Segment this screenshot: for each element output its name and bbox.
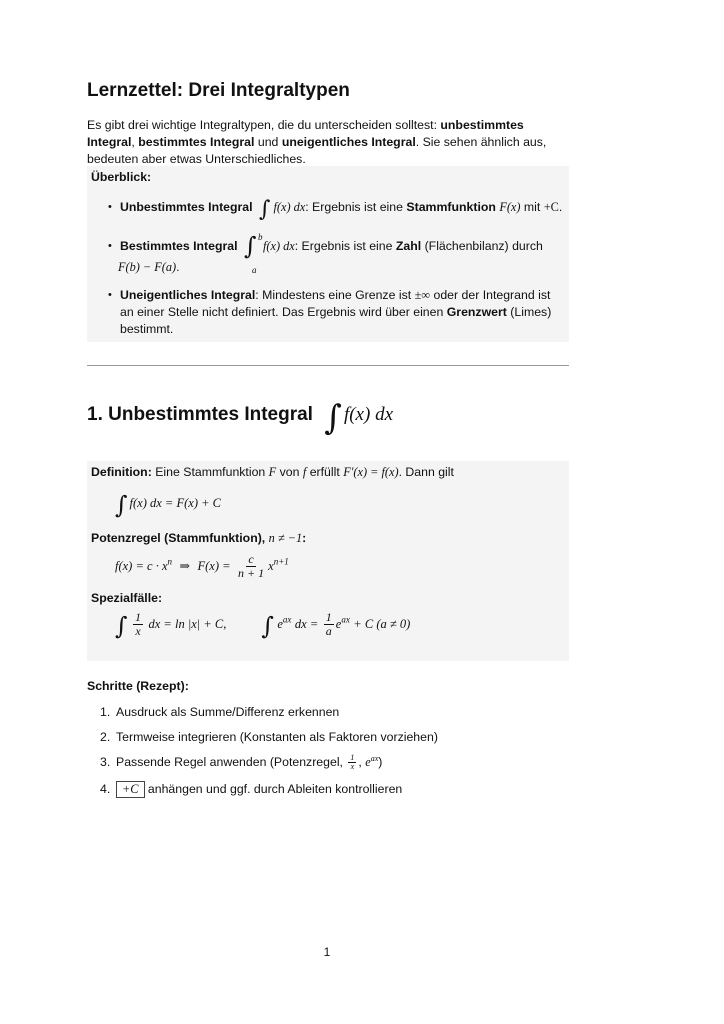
page-title: Lernzettel: Drei Integraltypen (87, 80, 350, 101)
steps-heading: Schritte (Rezept): (87, 679, 189, 693)
power-rule-heading: Potenzregel (Stammfunktion), n ≠ −1: (91, 531, 307, 545)
section-heading-indefinite: 1. Unbestimmtes Integral ∫ f(x) dx (87, 398, 394, 438)
overview-item-improper: • Uneigentliches Integral: Mindestens eine Grenze ist ±∞ oder der Integrand ist an einer Stelle nicht definiert. Das Ergebnis wird über einen Grenzwert (Limes) bestimmt. (108, 288, 552, 336)
list-item: 4. +C anhängen und ggf. durch Ableiten kontrollieren (100, 782, 403, 796)
list-item: 3. Passende Regel anwenden (Potenzregel, $\frac{1}{x}$ , $e^{ax}$) (100, 753, 383, 772)
overview-heading: Überblick: (91, 170, 152, 184)
special-cases-formulas: ∫ $\frac{1}{x}$ dx = ln |x| + C, ∫ $e^{ax}$ dx = $\frac{1}{a}$ $e^{ax} + C$ (a ≠ 0) (115, 610, 411, 640)
definition-box (87, 461, 569, 661)
overview-item-definite: • Bestimmtes Integral ∫ b a f(x) dx: Ergebnis ist eine Zahl (Flächenbilanz) durch F(b) − F(a). (108, 232, 543, 275)
definition-text: Definition: Eine Stammfunktion F von f erfüllt F′(x) = f(x). Dann gilt (91, 465, 454, 479)
special-cases-heading: Spezialfälle: (91, 591, 163, 605)
list-item: 1. Ausdruck als Summe/Differenz erkennen (100, 705, 340, 719)
list-item: 2. Termweise integrieren (Konstanten als Faktoren vorziehen) (100, 730, 438, 744)
intro-paragraph: Es gibt drei wichtige Integraltypen, die du unterscheiden solltest: unbestimmtes Integral, bestimmtes Integral und uneigentliches Integral. Sie sehen ähnlich aus, bedeuten aber etwas Unterschiedliches. (87, 118, 547, 166)
page-number: 1 (323, 945, 331, 959)
overview-item-indefinite: • Unbestimmtes Integral ∫ f(x) dx: Ergebnis ist eine Stammfunktion F(x) mit +C. (108, 197, 563, 222)
power-rule-formula: $f(x) = c \cdot x^n$ ⇒ F(x) = $\frac{c}{n + 1}$ $x^{n+1}$ (115, 552, 289, 580)
overview-box (87, 166, 569, 342)
definition-formula: ∫ f(x) dx = F(x) + C (115, 491, 222, 519)
section-divider (87, 365, 569, 366)
